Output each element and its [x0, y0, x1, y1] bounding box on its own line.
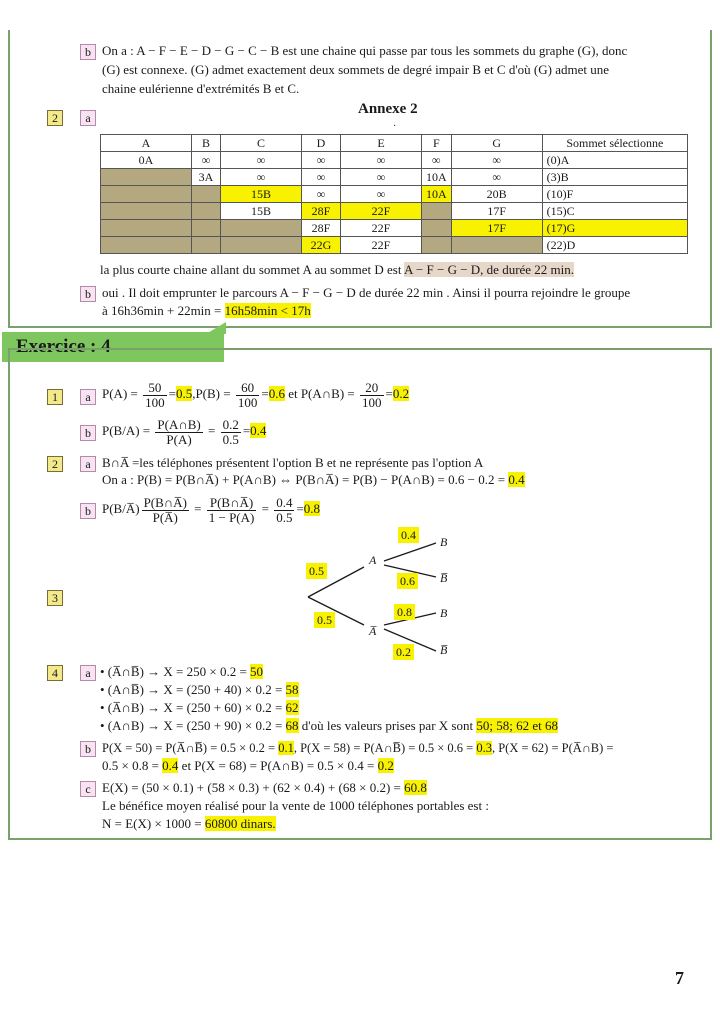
label-a: a: [80, 665, 96, 681]
answer-x3: 62: [285, 700, 299, 715]
table-cell: 20B: [451, 186, 542, 203]
fraction: [236, 381, 260, 410]
page-number: 7: [675, 968, 684, 988]
q4a-line-3: [100, 699, 299, 717]
table-header-row: [101, 135, 688, 152]
tree-node-a: A: [369, 553, 377, 567]
table-cell: 15B: [221, 186, 302, 203]
q2a-line-2: [102, 471, 525, 489]
table-row: [101, 220, 688, 237]
numerator: P(A∩B): [157, 416, 201, 432]
tree-leaf-notb: B̅: [440, 643, 448, 657]
tree-leaf-b: B: [440, 535, 448, 549]
tree-node-nota: A̅: [369, 624, 377, 638]
denominator: 0.5: [222, 431, 239, 447]
table-cell: [422, 203, 452, 220]
table-cell: [101, 186, 192, 203]
table-cell: (3)B: [542, 169, 687, 186]
table-cell: [101, 169, 192, 186]
label-4: 4: [47, 665, 63, 681]
table-cell: ∞: [221, 169, 302, 186]
equals: =: [242, 423, 251, 438]
table-cell: [221, 220, 302, 237]
answer-px68: 0.2: [377, 758, 394, 773]
fraction: [207, 496, 257, 525]
q4b-line-2: [102, 757, 394, 775]
equals: =: [207, 423, 216, 438]
table-cell: ∞: [341, 152, 422, 169]
numerator: 60: [236, 381, 260, 396]
equals: =: [385, 386, 393, 401]
answer-pa: 0.5: [175, 386, 193, 401]
equals: =: [261, 501, 269, 516]
answer-px62: 0.4: [162, 758, 179, 773]
q4b-text: , P(X = 62) = P(A̅∩B) =: [491, 741, 614, 755]
table-cell: (22)D: [542, 237, 687, 254]
arrival-time-answer: 16h58min < 17h: [224, 303, 311, 318]
exercise-title: Exercice : 4: [2, 332, 224, 362]
label-c: c: [80, 781, 96, 797]
answer-x4: 68: [285, 718, 299, 733]
label-3: 3: [47, 590, 63, 606]
label-b: b: [80, 503, 96, 519]
numerator: 20: [360, 381, 384, 396]
table-cell: 17F: [451, 220, 542, 237]
oui-line-2: [102, 302, 311, 320]
answer-pab: 0.2: [392, 386, 410, 401]
table-cell: 22F: [341, 237, 422, 254]
table-cell: (15)C: [542, 203, 687, 220]
connexite-line-2: (G) est connexe. (G) admet exactement deux sommets de degré impair B et C d'où (G) admet une: [102, 62, 610, 77]
q1a-pb-label: ,P(B) =: [192, 386, 231, 401]
table-cell: ∞: [422, 152, 452, 169]
table-cell: 17F: [451, 203, 542, 220]
q4c-line-1: [102, 779, 427, 797]
q4a-text: • (A∩B̅) → X = (250 + 40) × 0.2 =: [100, 682, 286, 697]
label-a: a: [80, 110, 96, 126]
q4c-line-2: Le bénéfice moyen réalisé pour la vente de 1000 téléphones portables est :: [102, 798, 489, 813]
table-cell: 3A: [192, 169, 221, 186]
q4a-text: • (A̅∩B̅) → X = 250 × 0.2 =: [100, 664, 251, 679]
equals: =: [296, 501, 304, 516]
connexite-line-1: On a : A − F − E − D − G − C − B est une chaine qui passe par tous les sommets du graphe (G), donc: [102, 43, 628, 58]
table-cell: [101, 203, 192, 220]
table-cell: 10A: [422, 186, 452, 203]
q2b-lhs: P(B/A̅): [102, 501, 140, 516]
equals: =: [261, 386, 269, 401]
equals: =: [194, 501, 202, 516]
col-header-d: D: [302, 135, 341, 152]
q4c-text: E(X) = (50 × 0.1) + (58 × 0.3) + (62 × 0.4) + (68 × 0.2) =: [102, 780, 405, 795]
answer-pbgivennota: 0.8: [303, 501, 321, 516]
table-cell: ∞: [192, 152, 221, 169]
table-cell: [192, 186, 221, 203]
table-row: [101, 203, 688, 220]
oui-line-1: oui . Il doit emprunter le parcours A − F − G − D de durée 22 min . Ainsi il pourra rejoindre le groupe: [102, 285, 631, 300]
q1b-line: [102, 415, 266, 447]
annexe-title: Annexe 2: [358, 101, 418, 117]
table-cell: 28F: [302, 220, 341, 237]
table-cell: 15B: [221, 203, 302, 220]
denominator: P(A): [166, 431, 192, 447]
label-a: a: [80, 456, 96, 472]
label-a: a: [80, 389, 96, 405]
q4a-text: • (A̅∩B) → X = (250 + 60) × 0.2 =: [100, 700, 286, 715]
denominator: 100: [145, 394, 165, 410]
table-cell: ∞: [341, 186, 422, 203]
q4a-line-1: [100, 663, 263, 681]
table-cell: [101, 237, 192, 254]
denominator: 1 − P(A): [208, 509, 255, 525]
table-cell: ∞: [341, 169, 422, 186]
col-header-f: F: [422, 135, 452, 152]
col-header-g: G: [451, 135, 542, 152]
tree-prob-notb-given-a: 0.6: [397, 573, 418, 589]
tree-prob-notb-given-nota: 0.2: [393, 644, 414, 660]
tree-leaf-b: B: [440, 606, 448, 620]
col-header-a: A: [101, 135, 192, 152]
table-cell: (17)G: [542, 220, 687, 237]
table-row: [101, 237, 688, 254]
tree-prob-nota: 0.5: [314, 612, 335, 628]
answer-x2: 58: [285, 682, 299, 697]
table-cell: [192, 203, 221, 220]
table-cell: ∞: [302, 169, 341, 186]
table-cell: 0A: [101, 152, 192, 169]
denominator: 100: [237, 394, 258, 410]
fraction: [221, 418, 241, 447]
col-header-b: B: [192, 135, 221, 152]
shortest-chain-answer: A − F − G − D, de durée 22 min.: [404, 262, 575, 277]
table-cell: [101, 220, 192, 237]
fraction: [360, 381, 384, 410]
col-header-c: C: [221, 135, 302, 152]
tree-prob-a: 0.5: [306, 563, 327, 579]
table-cell: ∞: [302, 186, 341, 203]
q1a-line: [102, 378, 409, 410]
denominator: 0.5: [276, 509, 293, 525]
q4b-text: 0.5 × 0.8 =: [102, 758, 163, 773]
q4b-text: P(X = 50) = P(A̅∩B̅) = 0.5 × 0.2 =: [102, 741, 279, 755]
denominator: 100: [362, 394, 382, 410]
answer-x-values: 50; 58; 62 et 68: [476, 718, 558, 733]
answer-pbnota: 0.4: [508, 472, 525, 487]
table-row: [101, 169, 688, 186]
q1a-pa-label: P(A) =: [102, 386, 138, 401]
numerator: 0.2: [222, 416, 239, 432]
table-cell: ∞: [302, 152, 341, 169]
table-cell: 22F: [341, 203, 422, 220]
label-b: b: [80, 425, 96, 441]
label-b: b: [80, 44, 96, 60]
q4b-text: et P(X = 68) = P(A∩B) = 0.5 × 0.4 =: [178, 758, 378, 773]
table-cell: (10)F: [542, 186, 687, 203]
table-cell: [221, 237, 302, 254]
q1b-lhs: P(B/A) =: [102, 423, 151, 438]
q2b-line: [102, 493, 320, 525]
table-cell: 10A: [422, 169, 452, 186]
q4c-line-3: [102, 815, 276, 833]
table-row: [101, 186, 688, 203]
numerator: P(B∩A̅): [207, 496, 257, 511]
table-cell: (0)A: [542, 152, 687, 169]
q4b-line-1: [102, 739, 613, 757]
annexe-dot: ·: [393, 121, 397, 132]
label-b: b: [80, 286, 96, 302]
col-header-sommet: Sommet sélectionne: [542, 135, 687, 152]
probability-tree: [300, 525, 480, 665]
denominator: P(A̅): [152, 509, 178, 525]
oui-line-2-text: à 16h36min + 22min =: [102, 303, 225, 318]
table-cell: [192, 220, 221, 237]
numerator: 0.4: [276, 494, 293, 510]
q2a-line-2-text: On a : P(B) = P(B∩A̅) + P(A∩B) ⇔ P(B∩A̅) = P(B) − P(A∩B) = 0.6 − 0.2 =: [102, 472, 509, 487]
answer-px50: 0.1: [278, 741, 294, 755]
answer-pb: 0.6: [268, 386, 285, 401]
answer-pba: 0.4: [250, 423, 267, 438]
fraction: [143, 381, 167, 410]
q4b-text: , P(X = 58) = P(A∩B̅) = 0.5 × 0.6 =: [293, 741, 477, 755]
q4a-line-4: [100, 717, 558, 735]
connexite-line-3: chaine eulérienne d'extrémités B et C.: [102, 81, 300, 96]
col-header-e: E: [341, 135, 422, 152]
table-cell: 22G: [302, 237, 341, 254]
table-cell: 22F: [341, 220, 422, 237]
answer-x1: 50: [250, 664, 264, 679]
table-cell: [422, 220, 452, 237]
q2a-line-1: B∩A̅ =les téléphones présentent l'option B et ne représente pas l'option A: [102, 455, 484, 470]
tree-prob-b-given-nota: 0.8: [394, 604, 415, 620]
table-cell: ∞: [451, 169, 542, 186]
table-cell: [451, 237, 542, 254]
fraction: [274, 496, 294, 525]
q4a-text: • (A∩B) → X = (250 + 90) × 0.2 =: [100, 718, 286, 733]
q4a-tail: d'où les valeurs prises par X sont: [298, 718, 477, 733]
answer-px58: 0.3: [476, 741, 492, 755]
fraction: [142, 496, 189, 525]
q1a-pab-label: et P(A∩B) =: [288, 386, 355, 401]
table-cell: ∞: [451, 152, 542, 169]
answer-profit: 60800 dinars.: [204, 816, 276, 831]
shortest-chain-line: [100, 261, 574, 279]
tree-branch: [384, 543, 436, 561]
label-b: b: [80, 741, 96, 757]
table-row: [101, 152, 688, 169]
fraction: [155, 418, 202, 447]
label-2: 2: [47, 110, 63, 126]
q4c-text: N = E(X) × 1000 =: [102, 816, 205, 831]
numerator: P(B∩A̅): [143, 494, 187, 510]
table-cell: ∞: [221, 152, 302, 169]
label-2: 2: [47, 456, 63, 472]
tree-prob-b-given-a: 0.4: [398, 527, 419, 543]
tree-leaf-notb: B̅: [440, 571, 448, 585]
table-cell: [422, 237, 452, 254]
dijkstra-table: [100, 134, 688, 254]
equals: =: [168, 386, 176, 401]
label-1: 1: [47, 389, 63, 405]
table-cell: [192, 237, 221, 254]
table-cell: 28F: [302, 203, 341, 220]
answer-expectation: 60.8: [404, 780, 427, 795]
numerator: 50: [143, 381, 167, 396]
q4a-line-2: [100, 681, 299, 699]
shortest-chain-text: la plus courte chaine allant du sommet A au sommet D est: [100, 262, 404, 277]
